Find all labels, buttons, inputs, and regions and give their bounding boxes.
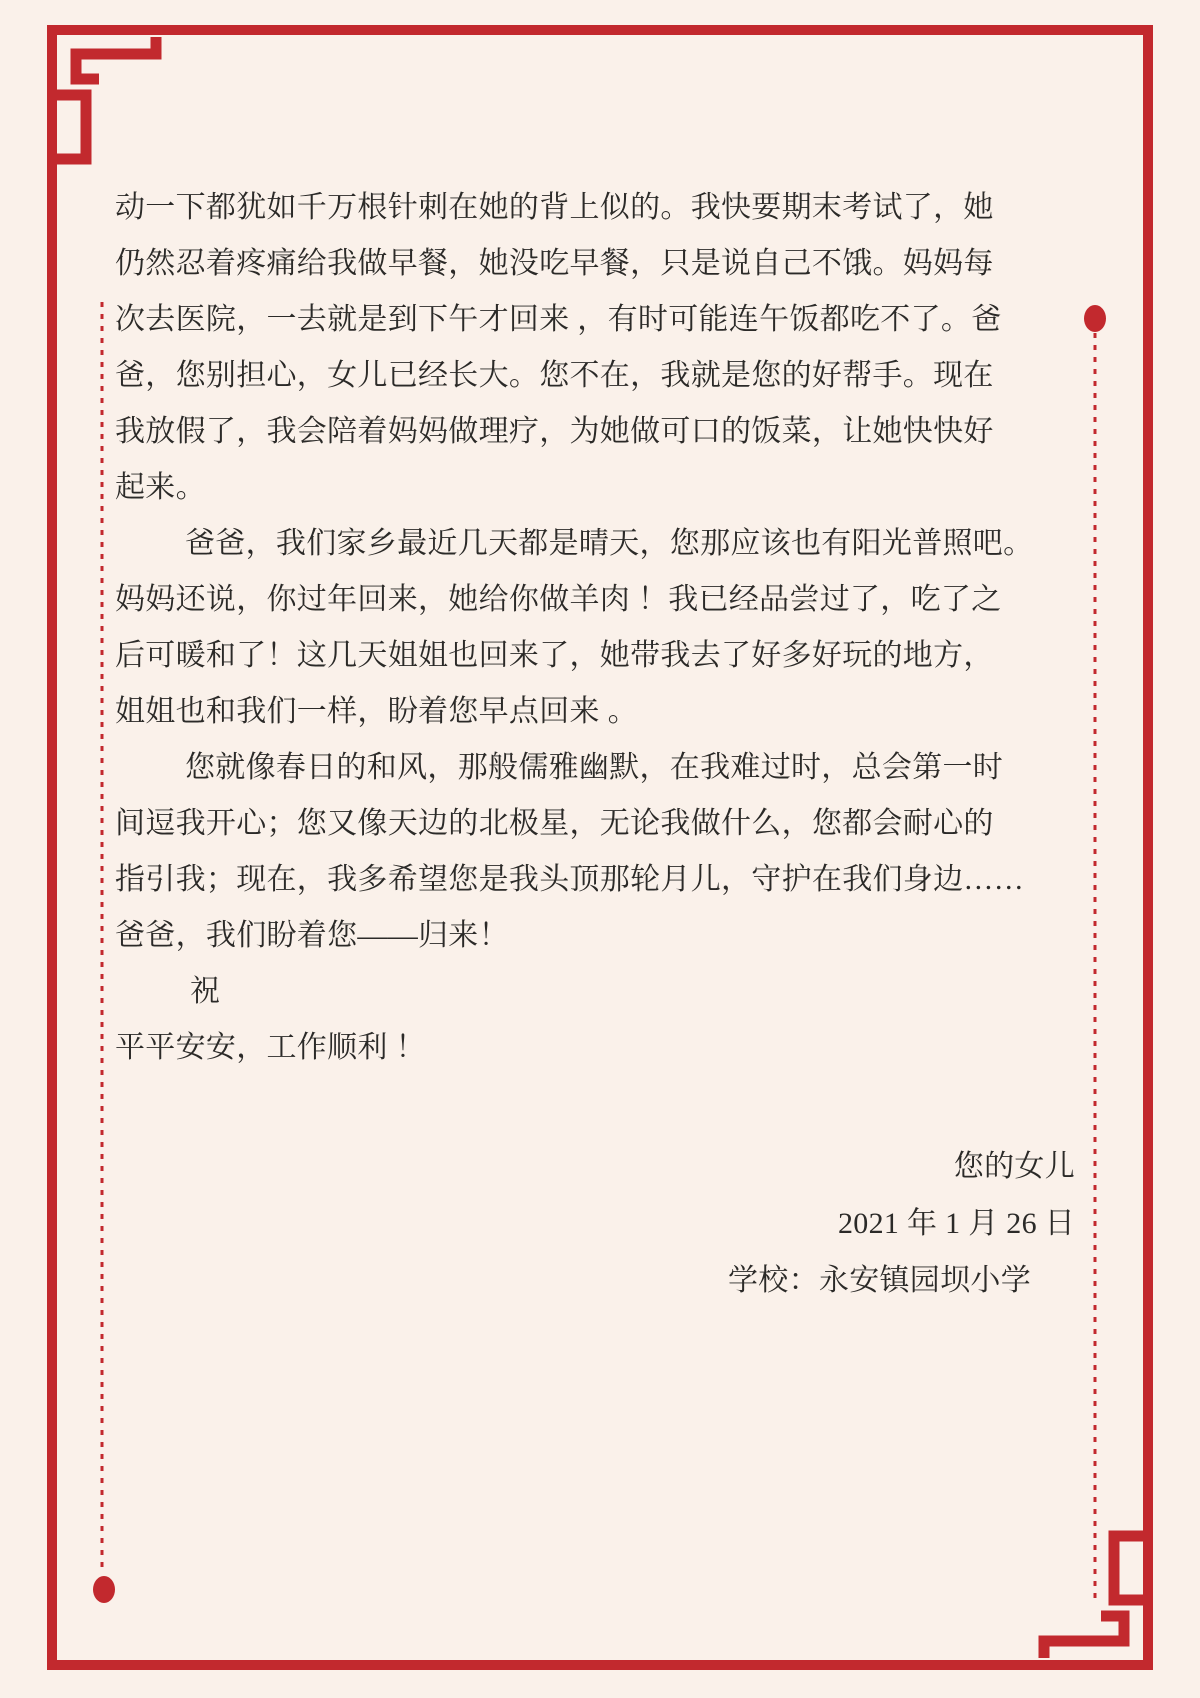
left-dashed-line-dot (93, 1576, 115, 1603)
letter-line: 次去医院，一去就是到下午才回来 ，有时可能连午饭都吃不了。爸 (115, 303, 1002, 336)
corner-ornament-bottom-right-icon (1003, 1520, 1153, 1670)
letter-line: 起来。 (115, 471, 206, 504)
left-dashed-line (99, 302, 105, 1570)
letter-body (115, 180, 1034, 1076)
right-dashed-line-dot (1084, 305, 1106, 332)
signature-date: 2021 年 1 月 26 日 (838, 1207, 1075, 1240)
letter-line: 爸，您别担心，女儿已经长大。您不在，我就是您的好帮手。现在 (115, 359, 994, 392)
signature-name: 您的女儿 (953, 1150, 1075, 1183)
letter-line: 妈妈还说，你过年回来，她给你做羊肉 ！我已经品尝过了，吃了之 (115, 583, 1002, 616)
letter-line: 间逗我开心；您又像天边的北极星，无论我做什么，您都会耐心的 (115, 807, 994, 840)
letter-line: 爸爸，我们盼着您——归来！ (115, 919, 509, 952)
corner-ornament-top-left-icon (47, 25, 197, 175)
letter-line: 爸爸，我们家乡最近几天都是晴天，您那应该也有阳光普照吧。 (185, 527, 1034, 560)
letter-wish: 平平安安，工作顺利 ！ (115, 1031, 426, 1064)
letter-line: 仍然忍着疼痛给我做早餐，她没吃早餐，只是说自己不饿。妈妈每 (115, 247, 994, 280)
signature-school: 学校：永安镇园坝小学 (728, 1264, 1031, 1297)
letter-line: 指引我；现在，我多希望您是我头顶那轮月儿，守护在我们身边…… (115, 863, 1024, 896)
letter-wish-intro: 祝 (190, 975, 221, 1008)
letter-line: 后可暖和了！这几天姐姐也回来了，她带我去了好多好玩的地方， (115, 639, 994, 672)
letter-line: 姐姐也和我们一样，盼着您早点回来 。 (115, 695, 638, 728)
signature-block (115, 1138, 1075, 1309)
letter-line: 我放假了，我会陪着妈妈做理疗，为她做可口的饭菜，让她快快好 (115, 415, 994, 448)
letter-line: 动一下都犹如千万根针刺在她的背上似的。我快要期末考试了，她 (115, 191, 994, 224)
letter-line: 您就像春日的和风，那般儒雅幽默，在我难过时，总会第一时 (185, 751, 1004, 784)
right-dashed-line (1092, 333, 1098, 1600)
